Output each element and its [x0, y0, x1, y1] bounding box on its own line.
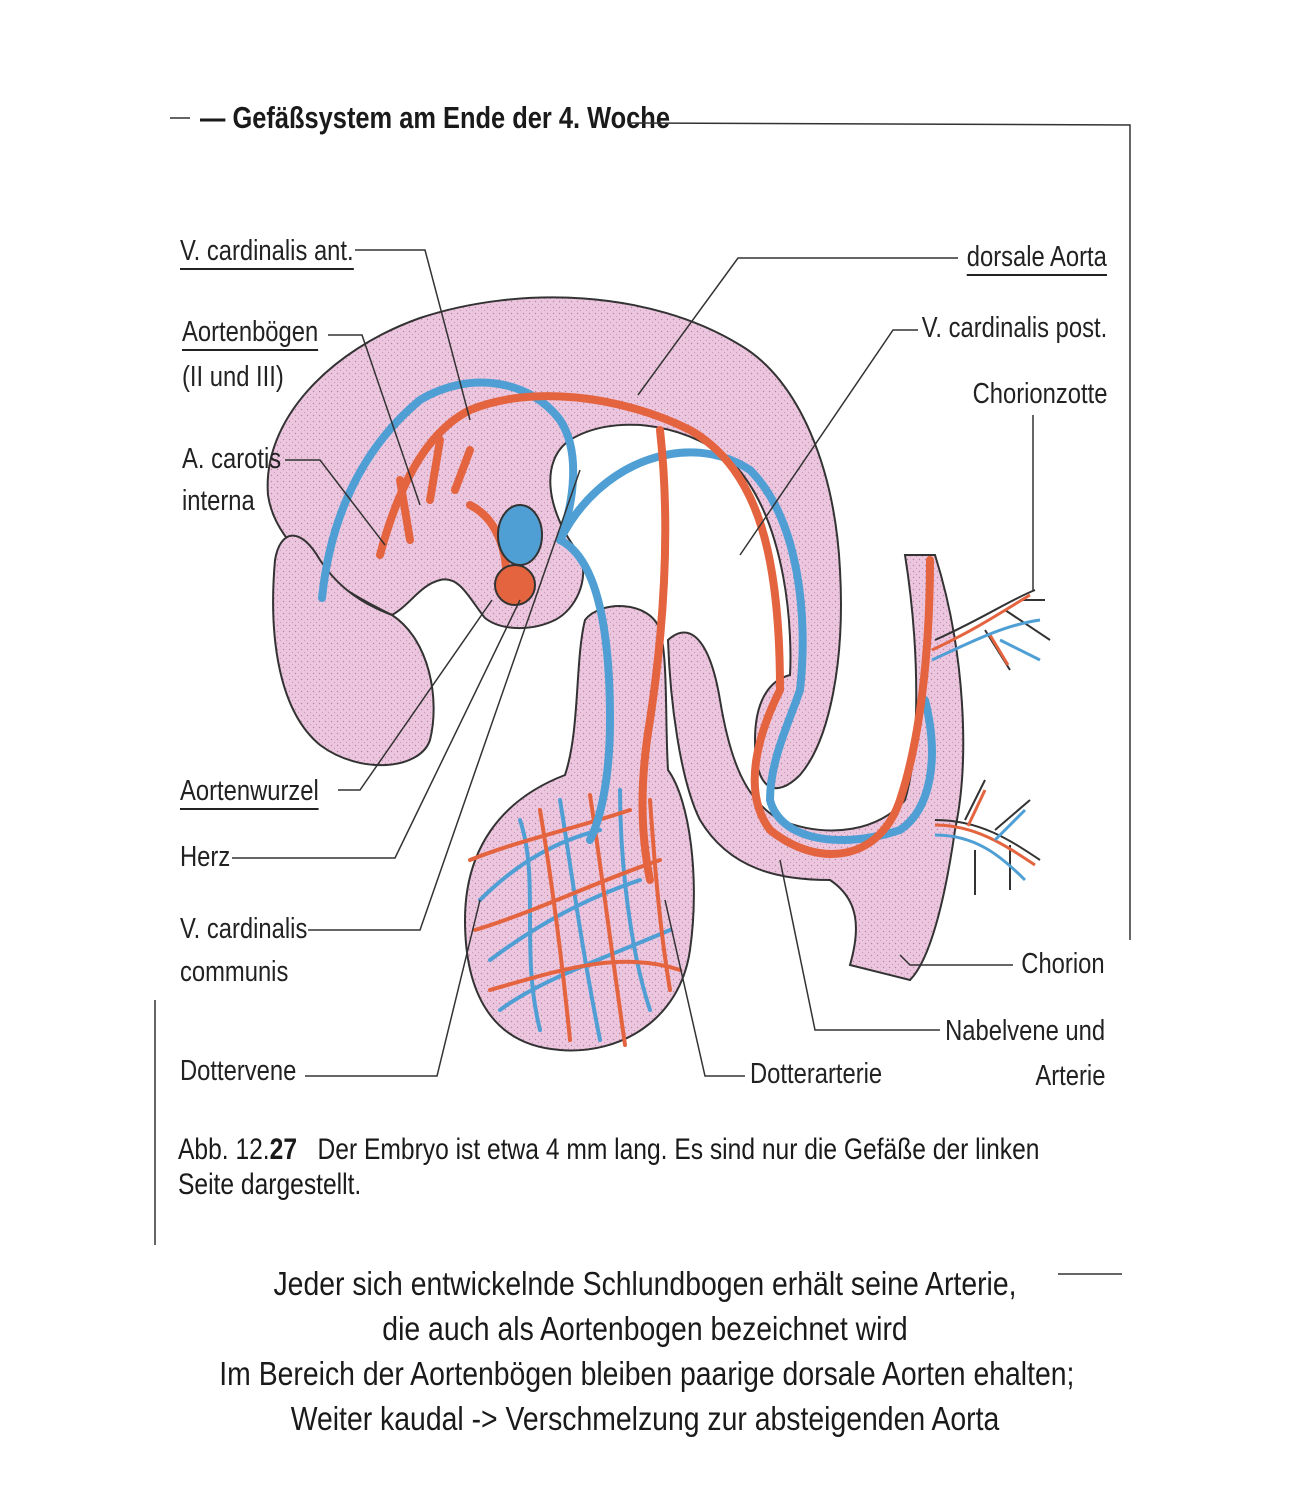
label-dottervene: Dottervene — [180, 1055, 297, 1087]
note-line-2: die auch als Aortenbogen bezeichnet wird — [382, 1309, 908, 1347]
heart-atrium — [498, 505, 542, 565]
lecture-notes — [219, 1262, 1075, 1442]
label-chorion: Chorion — [1021, 948, 1105, 980]
caption-prefix: Abb. 12. — [178, 1133, 270, 1166]
label-arterie: Arterie — [1034, 1060, 1105, 1092]
label-communis: communis — [180, 956, 289, 988]
label-dotterarterie: Dotterarterie — [750, 1058, 883, 1090]
label-a-carotis: A. carotis — [182, 443, 282, 475]
heart-ventricle — [495, 565, 535, 605]
figure-caption — [178, 1132, 1096, 1203]
label-chorionzotte: Chorionzotte — [972, 378, 1107, 410]
title-text: Gefäßsystem am Ende der 4. Woche — [232, 100, 670, 135]
label-v-cardinalis-post: V. cardinalis post. — [921, 312, 1107, 344]
label-aortenboegen-sub: (II und III) — [182, 361, 284, 393]
title-dash: — — [200, 100, 233, 135]
label-dorsale-aorta: dorsale Aorta — [967, 243, 1107, 276]
label-aortenboegen: Aortenbögen — [182, 318, 318, 351]
label-a-carotis-interna: interna — [182, 485, 255, 517]
note-line-3: Im Bereich der Aortenbögen bleiben paarige dorsale Aorten ehalten; — [219, 1354, 1075, 1392]
caption-number: 27 — [269, 1133, 298, 1166]
label-v-cardinalis-ant: V. cardinalis ant. — [180, 237, 354, 270]
label-v-cardinalis-comm: V. cardinalis — [180, 913, 308, 945]
label-nabelvene: Nabelvene und — [945, 1015, 1105, 1047]
caption-text: Der Embryo ist etwa 4 mm lang. Es sind nur die Gefäße der linken Seite dargestellt. — [178, 1133, 1040, 1202]
note-line-1: Jeder sich entwickelnde Schlundbogen erhält seine Arterie, — [273, 1265, 1017, 1302]
label-herz: Herz — [180, 841, 231, 873]
note-line-4: Weiter kaudal -> Verschmelzung zur absteigenden Aorta — [290, 1399, 1000, 1437]
label-aortenwurzel: Aortenwurzel — [180, 777, 319, 810]
